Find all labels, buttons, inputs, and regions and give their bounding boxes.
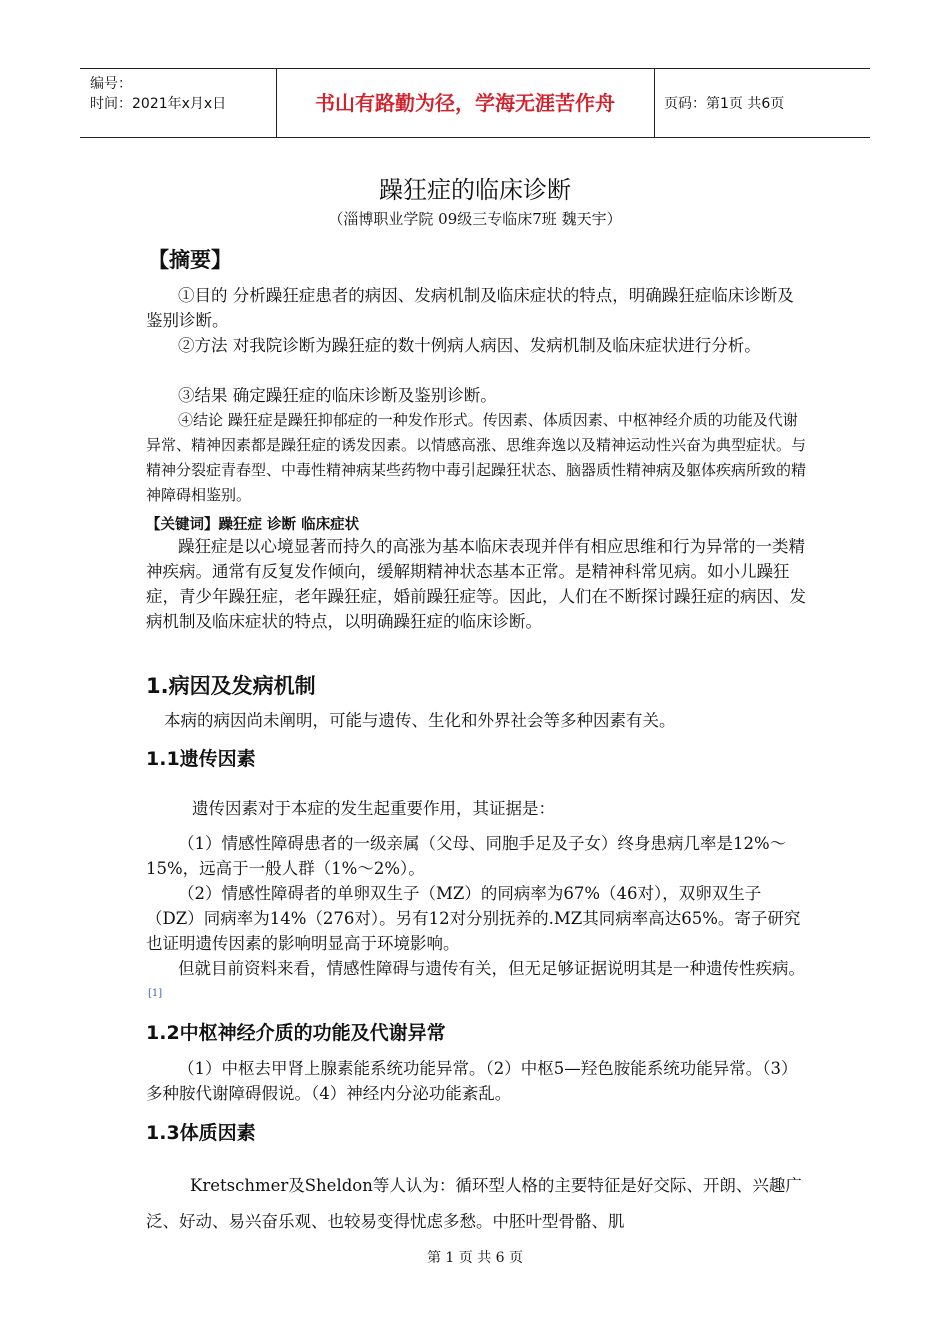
section-1-1-p4-text: 但就目前资料来看，情感性障碍与遗传有关，但无足够证据说明其是一种遗传性疾病。	[178, 959, 805, 978]
abstract-method: ②方法 对我院诊断为躁狂症的数十例病人病因、发病机制及临床症状进行分析。	[178, 336, 761, 355]
doc-date-label: 时间：2021年x月x日	[90, 96, 227, 112]
section-1-2-heading: 1.2中枢神经介质的功能及代谢异常	[146, 1022, 446, 1044]
header-table	[80, 68, 870, 138]
author-line: （淄博职业学院 09级三专临床7班 魏天宇）	[328, 210, 622, 228]
section-1-text: 本病的病因尚未阐明，可能与遗传、生化和外界社会等多种因素有关。	[164, 711, 676, 730]
header-meta-cell	[80, 69, 277, 137]
keywords: 【关键词】躁狂症 诊断 临床症状	[146, 517, 360, 533]
section-1-2-text: （1）中枢去甲肾上腺素能系统功能异常。（2）中枢5—羟色胺能系统功能异常。（3）多种胺代谢障碍假说。（4）神经内分泌功能紊乱。	[146, 1059, 798, 1103]
section-1-1-p4	[146, 956, 806, 1006]
reference-link[interactable]: [1]	[148, 988, 163, 999]
document-title: 躁狂症的临床诊断	[379, 176, 571, 204]
section-1-heading: 1.病因及发病机制	[146, 674, 316, 698]
section-1-3-text: Kretschmer及Sheldon等人认为：循环型人格的主要特征是好交际、开朗、兴趣广泛、好动、易兴奋乐观、也较易变得忧虑多愁。中胚叶型骨骼、肌	[146, 1176, 802, 1231]
abstract-purpose: ①目的 分析躁狂症患者的病因、发病机制及临床症状的特点，明确躁狂症临床诊断及鉴别诊断。	[146, 286, 794, 330]
abstract-heading: 【摘要】	[148, 248, 232, 272]
header-page-label: 页码：第1页 共6页	[664, 96, 785, 112]
section-1-1-p2: （1）情感性障碍患者的一级亲属（父母、同胞手足及子女）终身患病几率是12%～15%，远高于一般人群（1%～2%）。	[146, 834, 787, 878]
intro-paragraph: 躁狂症是以心境显著而持久的高涨为基本临床表现并伴有相应思维和行为异常的一类精神疾病。通常有反复发作倾向，缓解期精神状态基本正常。是精神科常见病。如小儿躁狂症，青少年躁狂症，老年躁狂症，婚前躁狂症等。因此，人们在不断探讨躁狂症的病因、发病机制及临床症状的特点，以明确躁狂症的临床诊断。	[146, 537, 806, 631]
section-1-3-heading: 1.3体质因素	[146, 1122, 256, 1144]
section-1-1-p1: 遗传因素对于本症的发生起重要作用，其证据是：	[192, 799, 555, 818]
header-motto: 书山有路勤为径，学海无涯苦作舟	[276, 69, 655, 137]
section-1-1-heading: 1.1遗传因素	[146, 748, 256, 770]
abstract-result: ③结果 确定躁狂症的临床诊断及鉴别诊断。	[178, 386, 497, 405]
abstract-conclusion: ④结论 躁狂症是躁狂抑郁症的一种发作形式。传因素、体质因素、中枢神经介质的功能及代谢异常、精神因素都是躁狂症的诱发因素。以情感高涨、思维奔逸以及精神运动性兴奋为典型症状。与精神分裂症青春型、中毒性精神病某些药物中毒引起躁狂状态、脑器质性精神病及躯体疾病所致的精神障碍相鉴别。	[146, 411, 807, 504]
page-footer: 第 1 页 共 6 页	[426, 1250, 524, 1266]
section-1-1-p3: （2）情感性障碍者的单卵双生子（MZ）的同病率为67%（46对），双卵双生子（DZ）同病率为14%（276对）。另有12对分别抚养的.MZ其同病率高达65%。寄子研究也证明遗传因素的影响明显高于环境影响。	[146, 884, 801, 953]
doc-number-label: 编号：	[90, 76, 132, 92]
